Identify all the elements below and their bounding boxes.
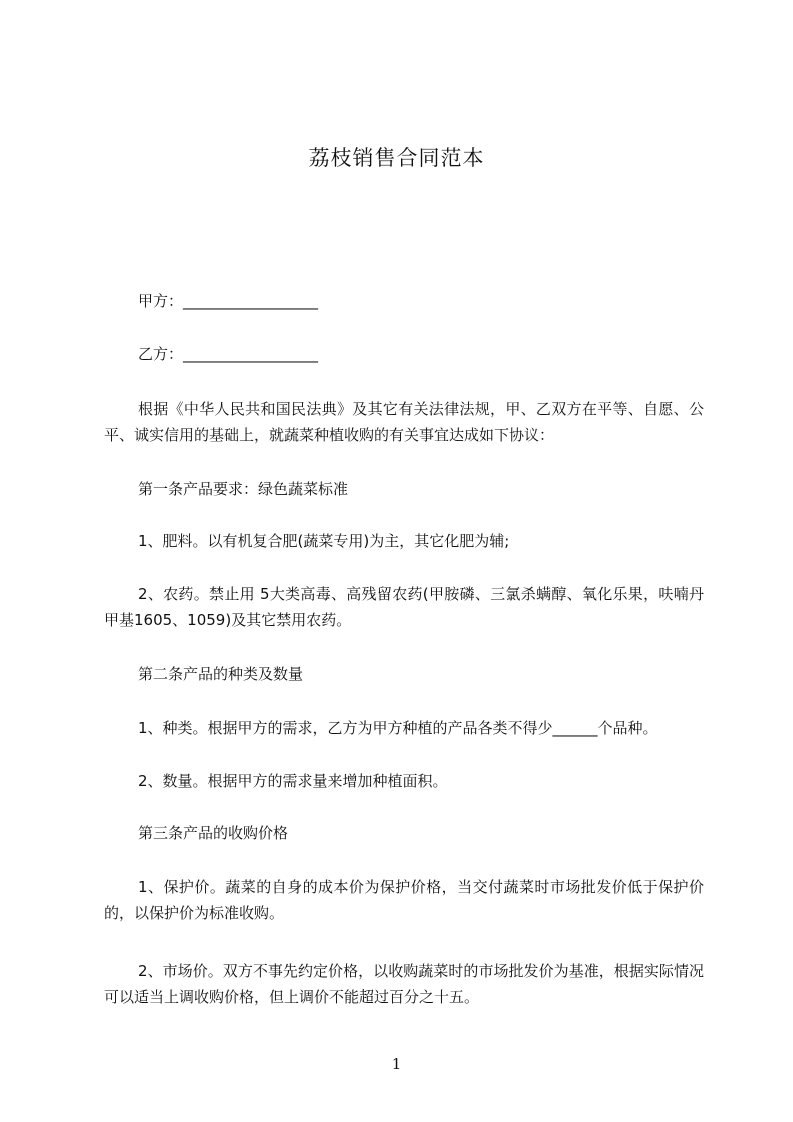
article1-heading: 第一条产品要求：绿色蔬菜标准 (138, 480, 349, 498)
party-a-line: 甲方：__________________ (138, 292, 319, 310)
article3-item1: 1、保护价。蔬菜的自身的成本价为保护价格，当交付蔬菜时市场批发价低于保护价的，以保护价为标准收购。 (104, 878, 704, 922)
article3-item2: 2、市场价。双方不事先约定价格，以收购蔬菜时的市场批发价为基准，根据实际情况可以适当上调收购价格，但上调价不能超过百分之十五。 (104, 962, 704, 1006)
party-b-line: 乙方：__________________ (138, 345, 319, 363)
article2-heading: 第二条产品的种类及数量 (138, 665, 304, 683)
article1-item2: 2、农药。禁止用 5大类高毒、高残留农药(甲胺磷、三氯杀螨醇、氧化乐果，呋喃丹甲基1605、1059)及其它禁用农药。 (104, 585, 704, 629)
page-number: 1 (391, 1055, 402, 1073)
intro-paragraph: 根据《中华人民共和国民法典》及其它有关法律法规，甲、乙双方在平等、自愿、公平、诚实信用的基础上，就蔬菜种植收购的有关事宜达成如下协议： (104, 400, 704, 444)
document-title: 荔枝销售合同范本 (308, 146, 485, 170)
article1-item1: 1、肥料。以有机复合肥(蔬菜专用)为主，其它化肥为辅; (138, 532, 510, 550)
article2-item2: 2、数量。根据甲方的需求量来增加种植面积。 (138, 772, 448, 790)
article3-heading: 第三条产品的收购价格 (138, 824, 289, 842)
article2-item1: 1、种类。根据甲方的需求，乙方为甲方种植的产品各类不得少______个品种。 (138, 719, 658, 737)
